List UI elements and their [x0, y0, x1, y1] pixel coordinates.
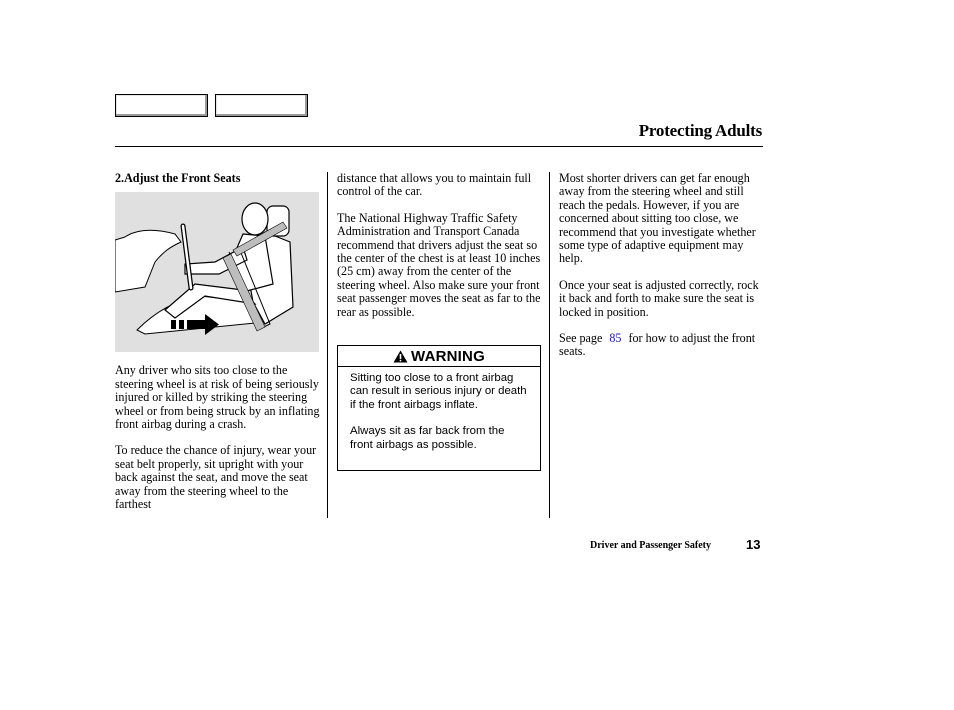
see-page-suffix: for how to adjust the front seats.	[559, 331, 756, 359]
column-1	[115, 172, 321, 524]
footer-section-title: Driver and Passenger Safety	[590, 540, 712, 551]
body-paragraph: The National Highway Traffic Safety Administration and Transport Canada recommend that drivers adjust the seat so the center of the chest is at least 10 inches (25 cm) away from the center of the steering wheel. Also make sure your front seat passenger moves the seat as far to the rear as possible.	[337, 210, 541, 319]
body-paragraph: Any driver who sits too close to the steering wheel is at risk of being seriously injured or killed by striking the steering wheel or from being struck by an inflating front airbag during a crash.	[115, 363, 320, 432]
column-2	[337, 172, 542, 332]
body-paragraph: To reduce the chance of injury, wear your seat belt properly, sit upright with your back against the seat, and move the seat away from the steering wheel to the farthest	[115, 443, 317, 512]
body-paragraph: Once your seat is adjusted correctly, rock it back and forth to make sure the seat is locked in position.	[559, 277, 759, 319]
see-page-prefix: See page	[559, 331, 603, 346]
previous-page-button[interactable]	[115, 94, 208, 117]
page-number: 13	[746, 537, 761, 552]
seat-adjustment-illustration	[115, 192, 319, 352]
body-paragraph: distance that allows you to maintain full control of the car.	[337, 171, 532, 199]
warning-title: WARNING	[411, 347, 485, 365]
see-page-paragraph	[559, 332, 763, 359]
warning-paragraph: Always sit as far back from the front airbags as possible.	[350, 425, 505, 451]
header-divider	[115, 146, 763, 147]
warning-paragraph: Sitting too close to a front airbag can result in serious injury or death if the front airbags inflate.	[350, 372, 527, 411]
warning-header	[338, 346, 540, 367]
column-divider	[327, 172, 328, 518]
section-heading: 2.Adjust the Front Seats	[115, 171, 241, 185]
driver-seat-illustration-icon	[115, 192, 319, 352]
body-paragraph: Most shorter drivers can get far enough away from the steering wheel and still reach the pedals. However, if you are concerned about sitting too close, we recommend that you investigate whether some type of adaptive equipment may help.	[559, 171, 756, 266]
warning-triangle-icon	[393, 350, 408, 363]
page-85-link[interactable]: 85	[609, 331, 622, 346]
column-3	[559, 172, 763, 372]
warning-box	[337, 345, 541, 471]
page-title: Protecting Adults	[638, 121, 762, 140]
next-page-button[interactable]	[215, 94, 308, 117]
column-divider	[549, 172, 550, 518]
warning-body	[338, 367, 540, 452]
